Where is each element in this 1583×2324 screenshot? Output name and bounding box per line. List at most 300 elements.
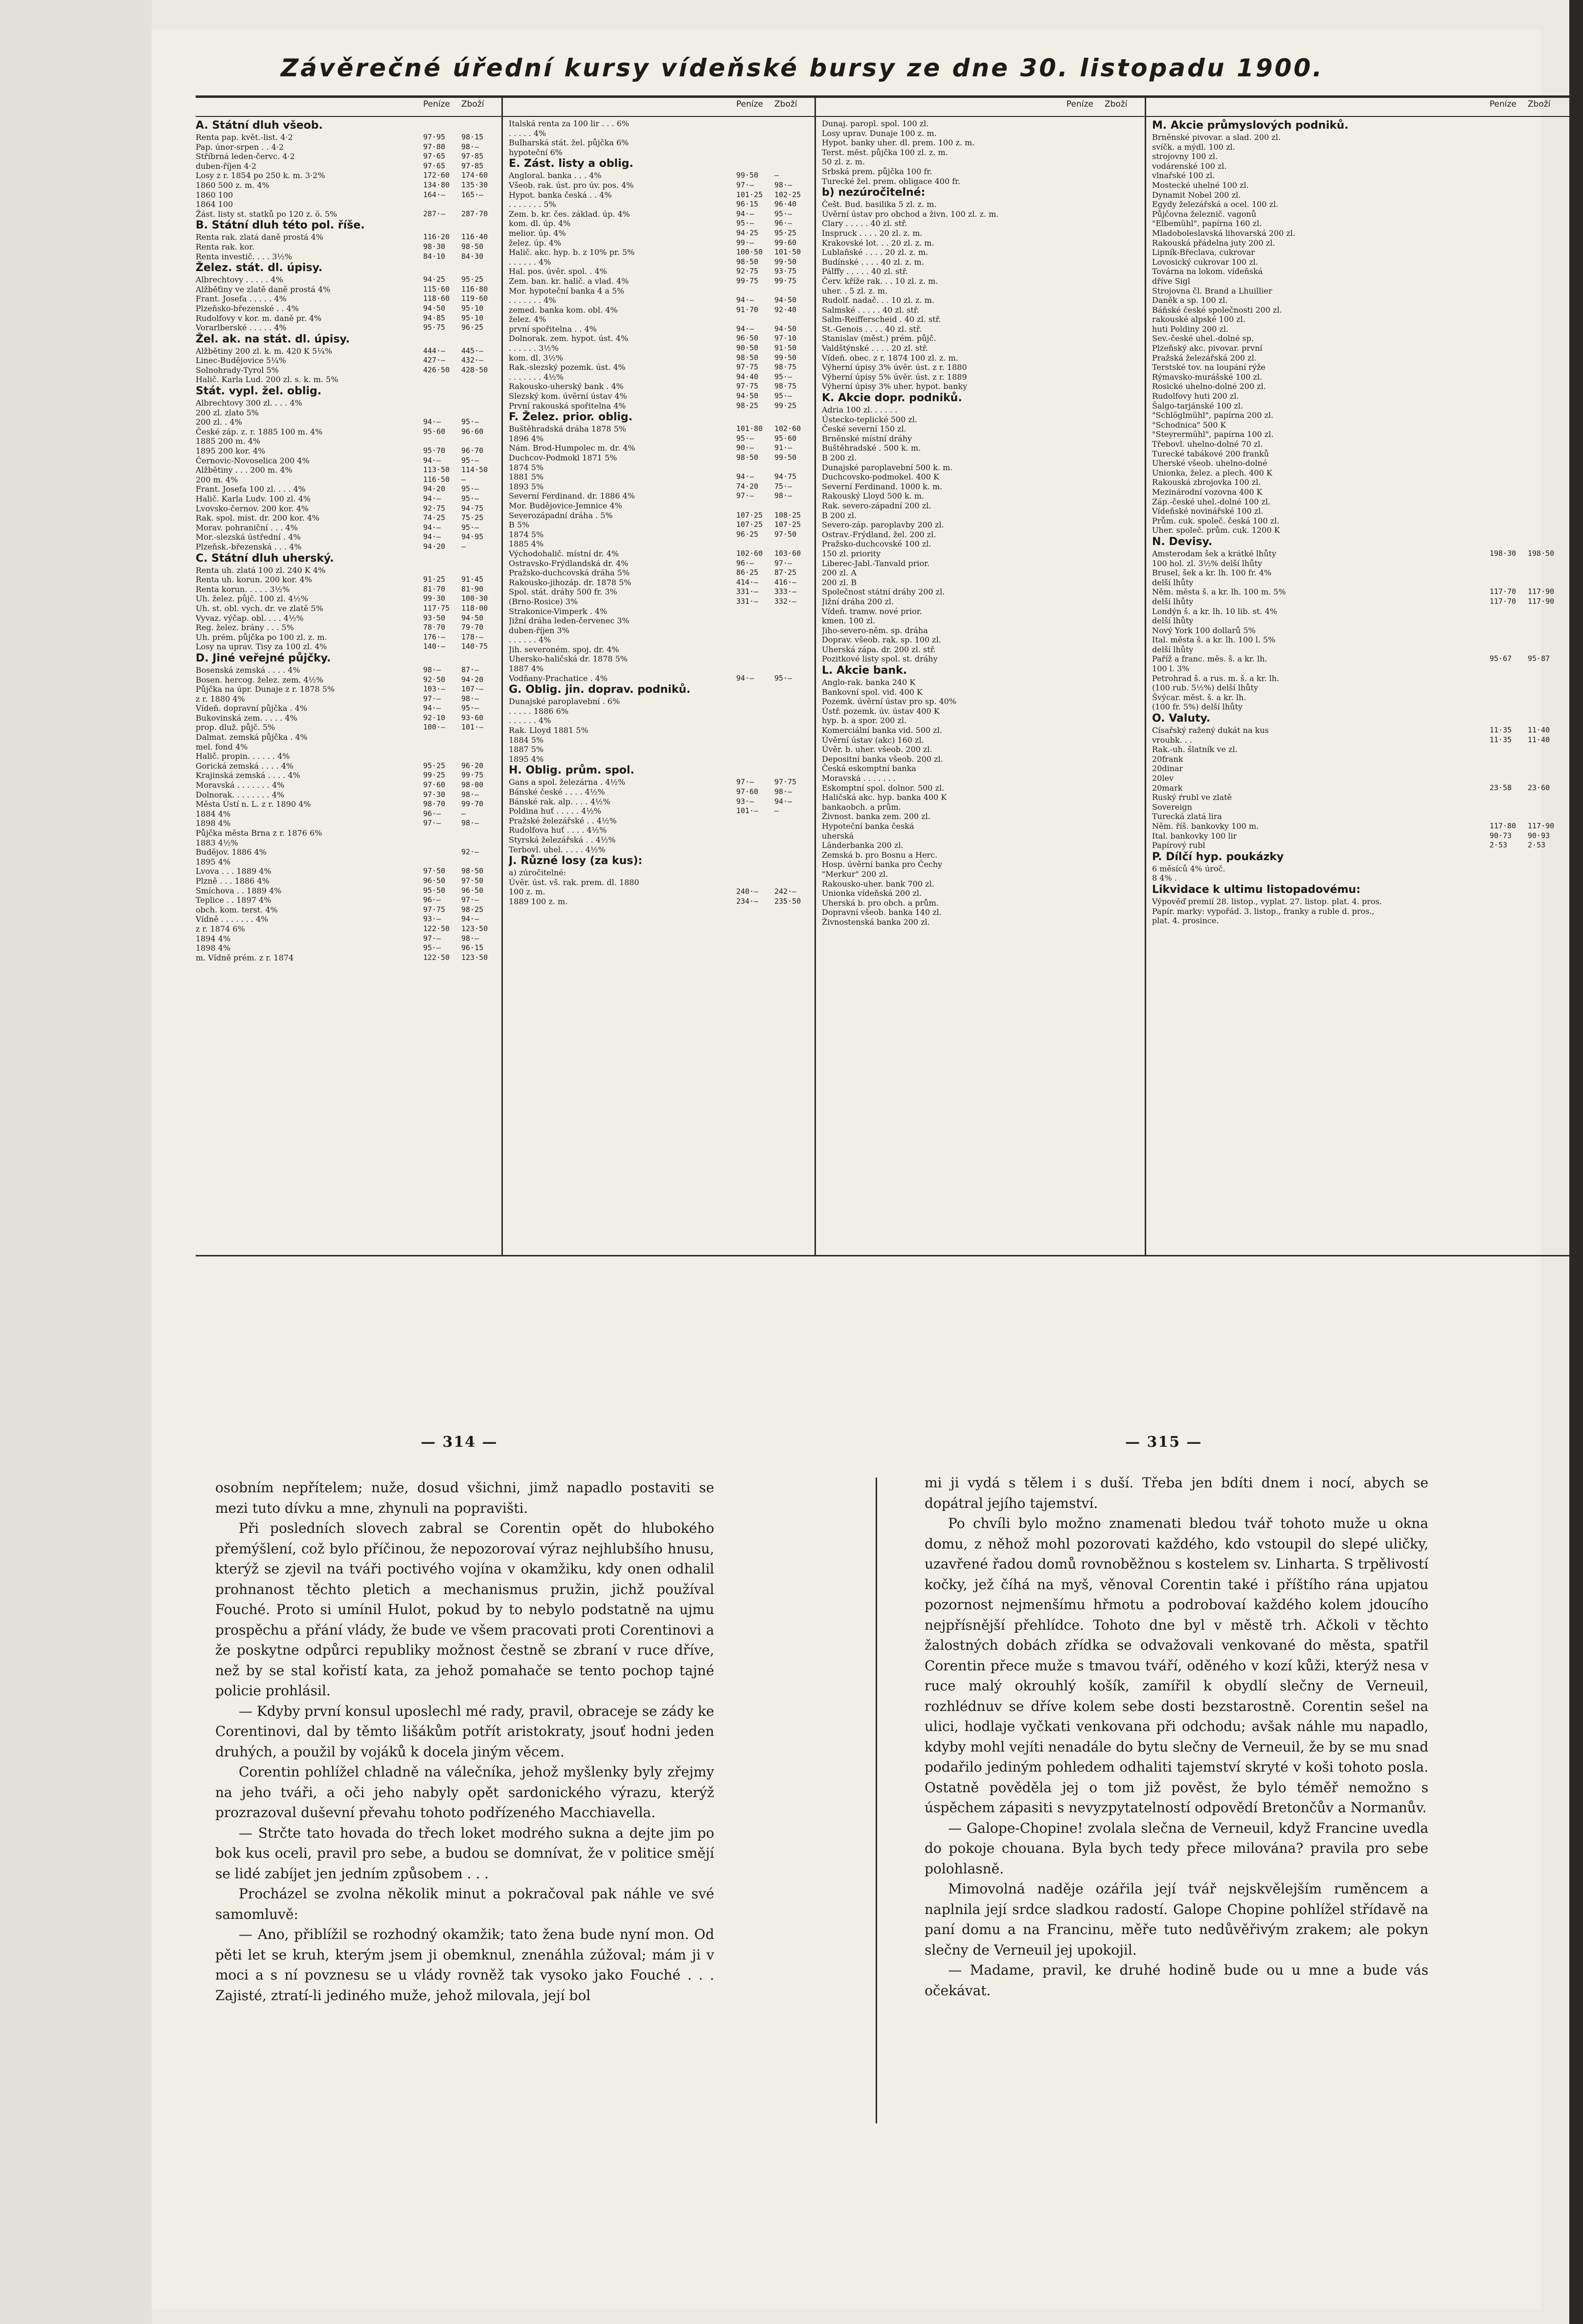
security-name: 1881 5% bbox=[509, 472, 544, 482]
money-price: 115·60 bbox=[423, 284, 450, 294]
quote-row bbox=[822, 530, 1140, 540]
section-heading-text: B. Státní dluh této pol. říše. bbox=[196, 219, 365, 232]
goods-price: 174·60 bbox=[461, 171, 488, 180]
quote-row bbox=[196, 275, 497, 285]
money-price: 96·— bbox=[736, 558, 754, 568]
security-name: mel. fond 4% bbox=[196, 742, 248, 752]
quote-row bbox=[822, 654, 1140, 664]
security-name: delší lhůty bbox=[1152, 644, 1194, 654]
security-name: Dolnorak. zem. hypot. úst. 4% bbox=[509, 334, 629, 343]
security-name: Vídeň. obec. z r. 1874 100 zl. z. m. bbox=[822, 353, 958, 363]
goods-price: 428·50 bbox=[461, 365, 488, 374]
goods-price: 107·— bbox=[461, 684, 484, 694]
security-name: Mladoboleslavská lihovarská 200 zl. bbox=[1152, 228, 1295, 238]
money-price: 98·50 bbox=[736, 257, 759, 266]
quote-row bbox=[822, 257, 1140, 267]
money-price: 117·75 bbox=[423, 603, 450, 613]
quote-row bbox=[196, 242, 497, 252]
quote-row bbox=[1152, 821, 1563, 831]
quote-row bbox=[822, 774, 1140, 783]
money-price: 91·25 bbox=[423, 575, 446, 584]
goods-price: 242·— bbox=[774, 887, 797, 896]
money-price: 97·60 bbox=[423, 780, 446, 790]
quote-row bbox=[1152, 793, 1563, 802]
goods-price: 108·25 bbox=[774, 510, 801, 520]
quote-row bbox=[509, 674, 810, 684]
security-name: Clary . . . . . 40 zl. stř. bbox=[822, 219, 907, 228]
security-name: "Merkur" 200 zl. bbox=[822, 869, 888, 879]
security-name: Bánské české . . . . 4½% bbox=[509, 787, 605, 797]
security-name: Bulharská stát. žel. půjčka 6% bbox=[509, 138, 629, 148]
table-column-1 bbox=[196, 95, 497, 1255]
security-name: . . . . . . . 4% bbox=[509, 296, 556, 305]
quote-row bbox=[822, 324, 1140, 334]
quote-row bbox=[1152, 635, 1563, 645]
quote-row bbox=[822, 841, 1140, 850]
security-name: Doprav. všeob. rak. sp. 100 zl. bbox=[822, 635, 941, 645]
security-name: Rak.-slezský pozemk. úst. 4% bbox=[509, 363, 626, 372]
quote-row bbox=[822, 697, 1140, 706]
goods-price: 116·40 bbox=[461, 232, 488, 242]
quote-row bbox=[1152, 654, 1563, 664]
money-price: 94·— bbox=[423, 494, 441, 503]
security-name: Společnost státní dráhy 200 zl. bbox=[822, 587, 945, 597]
column-1-rows bbox=[196, 119, 497, 962]
section-heading bbox=[196, 652, 497, 665]
security-name: Severní Ferdinand. 1000 k. m. bbox=[822, 481, 943, 491]
quote-row bbox=[1152, 439, 1563, 449]
security-name: Mostecké uhelné 100 zl. bbox=[1152, 180, 1249, 190]
goods-price: 75·25 bbox=[461, 513, 484, 523]
security-name: prop. dluž. půjč. 5% bbox=[196, 723, 275, 732]
security-name: Moravská . . . . . . . 4% bbox=[196, 780, 285, 790]
security-name: Plzně . . . 1886 4% bbox=[196, 876, 270, 886]
quote-row bbox=[196, 523, 497, 533]
quote-row bbox=[509, 482, 810, 492]
quote-row bbox=[822, 482, 1140, 492]
goods-price: 92·40 bbox=[774, 305, 797, 314]
money-price: 94·50 bbox=[736, 391, 759, 401]
goods-price: 2·53 bbox=[1528, 841, 1546, 850]
security-name: Styrská železářská . . 4½% bbox=[509, 835, 616, 844]
security-name: Ostravsko-Frýdlandská dr. 4% bbox=[509, 558, 629, 568]
security-name: Uherská zápa. dr. 200 zl. stř. bbox=[822, 644, 936, 654]
goods-price: 95·60 bbox=[774, 433, 797, 443]
security-name: vlnařské 100 zl. bbox=[1152, 171, 1215, 181]
security-name: Angloral. banka . . . 4% bbox=[509, 171, 602, 181]
security-name: Města Ústí n. L. z r. 1890 4% bbox=[196, 799, 311, 809]
paragraph: — Galope-Chopine! zvolala slečna de Verneuil, když Francine uvedla do pokoje chouana. Byla bych tedy přece milována? pravila pro sebe polohlasně. bbox=[925, 1820, 1428, 1877]
quote-row bbox=[509, 228, 810, 238]
security-name: melior. úp. 4% bbox=[509, 228, 566, 238]
quote-row bbox=[822, 783, 1140, 793]
security-name: 1885 200 m. 4% bbox=[196, 436, 261, 446]
quote-row bbox=[822, 917, 1140, 927]
money-price: 92·10 bbox=[423, 713, 446, 722]
security-name: 1874 5% bbox=[509, 462, 544, 472]
security-name: Rak. spol. mist. dr. 200 kor. 4% bbox=[196, 513, 319, 523]
security-name: Jih. severoném. spoj. dr. 4% bbox=[509, 644, 619, 654]
security-name: Liberec-Jabl.-Tanvald prior. bbox=[822, 558, 930, 568]
security-name: delší lhůty bbox=[1152, 596, 1194, 606]
quote-row bbox=[822, 424, 1140, 434]
goods-price: 165·— bbox=[461, 190, 484, 199]
security-name: Sovereign bbox=[1152, 802, 1192, 812]
quote-row bbox=[1152, 873, 1563, 883]
quote-row bbox=[196, 200, 497, 209]
security-name: 1896 4% bbox=[509, 433, 544, 443]
security-name: Pražsko-duchcovská dráha 5% bbox=[509, 568, 630, 578]
page-title: Závěrečné úřední kursy vídeňské bursy ze dne 30. listopadu 1900. bbox=[280, 54, 1324, 82]
goods-price: 92·— bbox=[461, 847, 479, 857]
quote-row bbox=[822, 219, 1140, 228]
money-price: 117·70 bbox=[1490, 596, 1516, 606]
security-name: Rudolf. nadač. . . 10 zl. z. m. bbox=[822, 296, 934, 305]
quote-row bbox=[1152, 745, 1563, 754]
quote-row bbox=[196, 566, 497, 575]
quote-row bbox=[509, 343, 810, 353]
money-price: 99·75 bbox=[736, 276, 759, 285]
money-price: 97·95 bbox=[423, 133, 446, 141]
quote-row bbox=[509, 491, 810, 501]
goods-price: 95·— bbox=[774, 391, 792, 401]
money-price: 94·— bbox=[736, 472, 754, 481]
goods-price: 95·— bbox=[774, 372, 792, 381]
security-name: Hypot. banky uher. dl. prem. 100 z. m. bbox=[822, 138, 975, 148]
security-name: Vídně . . . . . . . 4% bbox=[196, 914, 269, 924]
section-heading-text: Likvidace k ultimu listopadovému: bbox=[1152, 883, 1360, 896]
section-heading-text: G. Oblig. jin. doprav. podniků. bbox=[509, 684, 691, 696]
security-name: (Brno-Rosice) 3% bbox=[509, 596, 578, 606]
quote-row bbox=[509, 434, 810, 444]
quote-row bbox=[509, 401, 810, 411]
goods-price: 101·50 bbox=[774, 248, 801, 257]
quote-row bbox=[196, 513, 497, 523]
quote-row bbox=[509, 549, 810, 559]
security-name: Záp.-české uhel.-dolné 100 zl. bbox=[1152, 497, 1271, 506]
quote-row bbox=[1152, 219, 1563, 228]
quote-row bbox=[1152, 525, 1563, 535]
security-name: Budínské . . . . 40 zl. z. m. bbox=[822, 257, 924, 267]
section-heading bbox=[196, 261, 497, 275]
security-name: Frant. Josefa 100 zl. . . . 4% bbox=[196, 484, 306, 494]
quote-row bbox=[1152, 363, 1563, 372]
money-price: 234·— bbox=[736, 896, 759, 906]
quote-row bbox=[1152, 305, 1563, 315]
quote-row bbox=[196, 456, 497, 466]
security-name: vroubk. . . bbox=[1152, 735, 1192, 745]
quote-row bbox=[196, 532, 497, 542]
goods-price: 98·75 bbox=[774, 382, 797, 391]
section-heading bbox=[509, 410, 810, 424]
goods-price: 95·25 bbox=[774, 228, 797, 237]
quote-row bbox=[822, 520, 1140, 530]
goods-price: 432·— bbox=[461, 356, 484, 365]
security-name: Lvovsko-černov. 200 kor. 4% bbox=[196, 503, 309, 513]
quote-row bbox=[1152, 802, 1563, 812]
money-price: 98·50 bbox=[736, 353, 759, 362]
quote-row bbox=[822, 167, 1140, 177]
security-name: Terstské tov. na loupání rýže bbox=[1152, 363, 1266, 372]
quote-row bbox=[822, 860, 1140, 869]
security-name: Rakousko-uherský bank . 4% bbox=[509, 382, 624, 391]
goods-price: 93·75 bbox=[774, 267, 797, 276]
quote-row bbox=[196, 133, 497, 142]
security-name: Salmské . . . . . 40 zl. stř. bbox=[822, 305, 919, 315]
column-4-header bbox=[1152, 95, 1563, 112]
money-price: 96·50 bbox=[736, 334, 759, 343]
quote-row bbox=[822, 635, 1140, 645]
security-name: (100 rub. 5½%) delší lhůty bbox=[1152, 683, 1258, 693]
security-name: Dunajské paroplavební . 6% bbox=[509, 697, 620, 706]
goods-price: 98·75 bbox=[774, 363, 797, 372]
quote-row bbox=[1152, 276, 1563, 286]
security-name: Půjčovna železnič. vagonů bbox=[1152, 209, 1257, 219]
quote-row bbox=[822, 334, 1140, 343]
quote-row bbox=[822, 343, 1140, 353]
security-name: B 5% bbox=[509, 520, 530, 530]
quote-row bbox=[509, 190, 810, 200]
quote-row bbox=[822, 754, 1140, 764]
goods-price: 98·— bbox=[461, 934, 479, 943]
security-name: Bánské rak. alp. . . . 4½% bbox=[509, 797, 611, 806]
goods-price: 11·40 bbox=[1528, 735, 1550, 744]
money-price: 426·50 bbox=[423, 365, 450, 374]
quote-row bbox=[1152, 420, 1563, 430]
goods-price: 117·90 bbox=[1528, 587, 1555, 596]
money-price: 102·60 bbox=[736, 548, 763, 558]
security-name: 20dinar bbox=[1152, 764, 1183, 774]
goods-price: 93·60 bbox=[461, 713, 484, 722]
money-price: 97·— bbox=[736, 777, 754, 787]
quote-row bbox=[1152, 152, 1563, 161]
money-price: 98·50 bbox=[736, 453, 759, 462]
security-name: Severní Ferdinand. dr. 1886 4% bbox=[509, 491, 635, 501]
quote-row bbox=[1152, 841, 1563, 850]
quote-row bbox=[196, 934, 497, 944]
security-name: 200 m. 4% bbox=[196, 475, 238, 484]
quote-row bbox=[196, 809, 497, 819]
quote-row bbox=[822, 889, 1140, 898]
quote-row bbox=[196, 294, 497, 304]
section-heading-text: Stát. vypl. žel. oblig. bbox=[196, 385, 322, 398]
quote-row bbox=[822, 559, 1140, 569]
goods-price: 90·93 bbox=[1528, 831, 1550, 840]
quote-row bbox=[822, 363, 1140, 372]
money-price: 94·— bbox=[423, 456, 441, 465]
security-name: Jižní dráha 200 zl. bbox=[822, 596, 894, 606]
money-price: 74·20 bbox=[736, 481, 759, 491]
quote-row bbox=[1152, 645, 1563, 655]
quote-row bbox=[196, 542, 497, 552]
security-name: Poldina huť . . . . . 4½% bbox=[509, 806, 602, 816]
quote-row bbox=[509, 501, 810, 511]
quote-row bbox=[822, 238, 1140, 248]
goods-price: 103·60 bbox=[774, 548, 801, 558]
quote-row bbox=[196, 838, 497, 848]
goods-price: 95·— bbox=[774, 209, 792, 218]
security-name: Mor. hypoteční banka 4 a 5% bbox=[509, 286, 625, 296]
money-price: 116·20 bbox=[423, 232, 450, 242]
quote-row bbox=[196, 465, 497, 475]
goods-price: 98·00 bbox=[461, 780, 484, 790]
quote-row bbox=[1152, 506, 1563, 516]
money-price: 97·— bbox=[423, 934, 441, 943]
money-price: 97·60 bbox=[736, 787, 759, 796]
money-price: 101·— bbox=[736, 806, 759, 816]
goods-price: 97·75 bbox=[774, 777, 797, 787]
money-price: 97·— bbox=[423, 694, 441, 703]
quote-row bbox=[509, 305, 810, 315]
goods-price: 123·50 bbox=[461, 924, 488, 933]
security-name: Krajinská zemská . . . . 4% bbox=[196, 771, 300, 780]
security-name: Dunaj. paropl. spol. 100 zl. bbox=[822, 119, 929, 128]
quote-row bbox=[1152, 664, 1563, 674]
quote-row bbox=[822, 177, 1140, 186]
security-name: B 200 zl. bbox=[822, 453, 857, 462]
paragraph: Corentin pohlížel chladně na válečníka, jehož myšlenky byly zřejmy na jeho tváři, a oči jeho nabyly opět sardonického výrazu, kterýž prozrazoval duševní převahu tohoto podřízeného Macchiavella. bbox=[215, 1764, 714, 1821]
security-name: Terbovl. uhel. . . . . 4½% bbox=[509, 844, 606, 854]
quote-row bbox=[196, 232, 497, 242]
quote-row bbox=[509, 568, 810, 578]
quote-row bbox=[196, 642, 497, 652]
section-heading-text: A. Státní dluh všeob. bbox=[196, 119, 323, 132]
quote-row bbox=[196, 161, 497, 171]
security-name: 20frank bbox=[1152, 754, 1183, 764]
security-name: Lovosický cukrovar 100 zl. bbox=[1152, 257, 1258, 267]
security-name: duben-říjen 4·2 bbox=[196, 161, 256, 171]
security-name: dříve Sigl bbox=[1152, 276, 1191, 286]
security-name: Mezinárodní vozovna 400 K bbox=[1152, 487, 1263, 497]
security-name: Hypoteční banka česká bbox=[822, 821, 914, 831]
security-name: Valdštýnské . . . . 20 zl. stř. bbox=[822, 343, 928, 353]
quote-row bbox=[1152, 897, 1563, 907]
quote-row bbox=[509, 597, 810, 607]
goods-price: 95·— bbox=[461, 704, 479, 713]
security-name: Italská renta za 100 lir . . . 6% bbox=[509, 119, 629, 128]
binding bbox=[1569, 0, 1583, 2324]
goods-price: 445·— bbox=[461, 346, 484, 355]
security-name: Halič. Karla Ludv. 100 zl. 4% bbox=[196, 494, 311, 503]
security-name: 1894 4% bbox=[196, 934, 231, 943]
security-name: Sev.-české uhel.-dolné sp. bbox=[1152, 334, 1254, 343]
quote-row bbox=[822, 898, 1140, 908]
security-name: Unionka, želez. a plech. 400 K bbox=[1152, 468, 1272, 478]
security-name: Pražská železářská 200 zl. bbox=[1152, 353, 1257, 363]
security-name: Brusel, šek a kr. lh. 100 fr. 4% bbox=[1152, 568, 1272, 578]
security-name: kom. dl. úp. 4% bbox=[509, 219, 571, 228]
quote-row bbox=[822, 607, 1140, 616]
quote-row bbox=[196, 819, 497, 828]
quote-row bbox=[196, 790, 497, 800]
quote-row bbox=[509, 424, 810, 434]
security-name: Renta uh. korun. 200 kor. 4% bbox=[196, 575, 312, 585]
quote-row bbox=[509, 119, 810, 129]
quote-row bbox=[822, 286, 1140, 296]
table-column-3 bbox=[822, 95, 1140, 1255]
security-name: Úvěr. úst. vš. rak. prem. dl. 1880 bbox=[509, 877, 639, 887]
security-name: 100 l. 3% bbox=[1152, 664, 1190, 674]
quote-row bbox=[509, 635, 810, 645]
security-name: 1860 500 z. m. 4% bbox=[196, 180, 270, 190]
quote-row bbox=[822, 119, 1140, 129]
quote-row bbox=[196, 356, 497, 365]
money-price: 113·50 bbox=[423, 465, 450, 475]
goods-price: 81·90 bbox=[461, 584, 484, 593]
quote-row bbox=[196, 408, 497, 418]
quote-row bbox=[509, 868, 810, 878]
section-heading bbox=[1152, 850, 1563, 864]
security-name: želez. úp. 4% bbox=[509, 238, 562, 248]
security-name: 1887 4% bbox=[509, 664, 544, 674]
section-heading-text: O. Valuty. bbox=[1152, 712, 1211, 725]
column-2-rows bbox=[509, 119, 810, 907]
security-name: Východohalič. místní dr. 4% bbox=[509, 548, 619, 558]
quote-row bbox=[509, 645, 810, 655]
quote-row bbox=[1152, 597, 1563, 607]
money-price: 95·— bbox=[736, 433, 754, 443]
quote-row bbox=[196, 924, 497, 934]
money-price: 90·50 bbox=[736, 343, 759, 353]
security-name: Vídeňské novinářské 100 zl. bbox=[1152, 506, 1264, 516]
goods-price: 287·70 bbox=[461, 209, 488, 218]
security-name: a) zúročitelné: bbox=[509, 868, 566, 878]
money-price: 117·70 bbox=[1490, 587, 1516, 596]
security-name: Uh. st. obl. vych. dr. ve zlatě 5% bbox=[196, 603, 323, 613]
quote-row bbox=[1152, 410, 1563, 420]
quote-row bbox=[1152, 334, 1563, 343]
goods-price: 87·— bbox=[461, 665, 479, 674]
security-name: Daněk a sp. 100 zl. bbox=[1152, 296, 1228, 305]
security-name: "Elbemühl", papírna 160 zl. bbox=[1152, 219, 1262, 228]
quote-row bbox=[196, 684, 497, 694]
goods-price: 94·50 bbox=[461, 613, 484, 622]
quote-row bbox=[196, 142, 497, 152]
money-price: 172·60 bbox=[423, 171, 450, 180]
security-name: Hal. pos. úvěr. spol. . 4% bbox=[509, 267, 607, 276]
paragraph: — Kdyby první konsul uposlechl mé rady, pravil, obraceje se zády ke Corentinovi, dal by těmto lišákům potřít aristokraty, jsouť hodni jeden druhých, a použil by vojáků k docela jiným věcem. bbox=[215, 1703, 714, 1760]
goods-price: 96·50 bbox=[461, 886, 484, 895]
quote-row bbox=[509, 248, 810, 257]
quote-row bbox=[822, 382, 1140, 391]
money-price: 97·75 bbox=[423, 905, 446, 914]
quote-row bbox=[822, 129, 1140, 138]
money-price: 97·— bbox=[423, 819, 441, 828]
goods-price: 333·— bbox=[774, 587, 797, 596]
quote-row bbox=[822, 706, 1140, 716]
security-name: Buštěhradské . 500 k. m. bbox=[822, 443, 921, 453]
quote-row bbox=[509, 238, 810, 248]
quote-row bbox=[509, 835, 810, 845]
money-price: 97·75 bbox=[736, 363, 759, 372]
money-price: 96·15 bbox=[736, 200, 759, 209]
goods-header: Zboží bbox=[1528, 99, 1551, 109]
goods-price: 94·50 bbox=[774, 324, 797, 333]
quote-row bbox=[196, 713, 497, 723]
column-3-rows bbox=[822, 119, 1140, 927]
quote-row bbox=[822, 597, 1140, 607]
quote-row bbox=[822, 626, 1140, 636]
quote-row bbox=[509, 664, 810, 674]
money-price: 96·— bbox=[423, 809, 441, 818]
security-name: svíčk. a mýdl. 100 zl. bbox=[1152, 142, 1235, 152]
security-name: 200 zl. A bbox=[822, 568, 857, 578]
quote-row bbox=[196, 665, 497, 675]
quote-row bbox=[1152, 391, 1563, 401]
security-name: Vorarlberské . . . . . 4% bbox=[196, 323, 287, 333]
money-price: 84·10 bbox=[423, 251, 446, 261]
section-heading bbox=[509, 157, 810, 171]
